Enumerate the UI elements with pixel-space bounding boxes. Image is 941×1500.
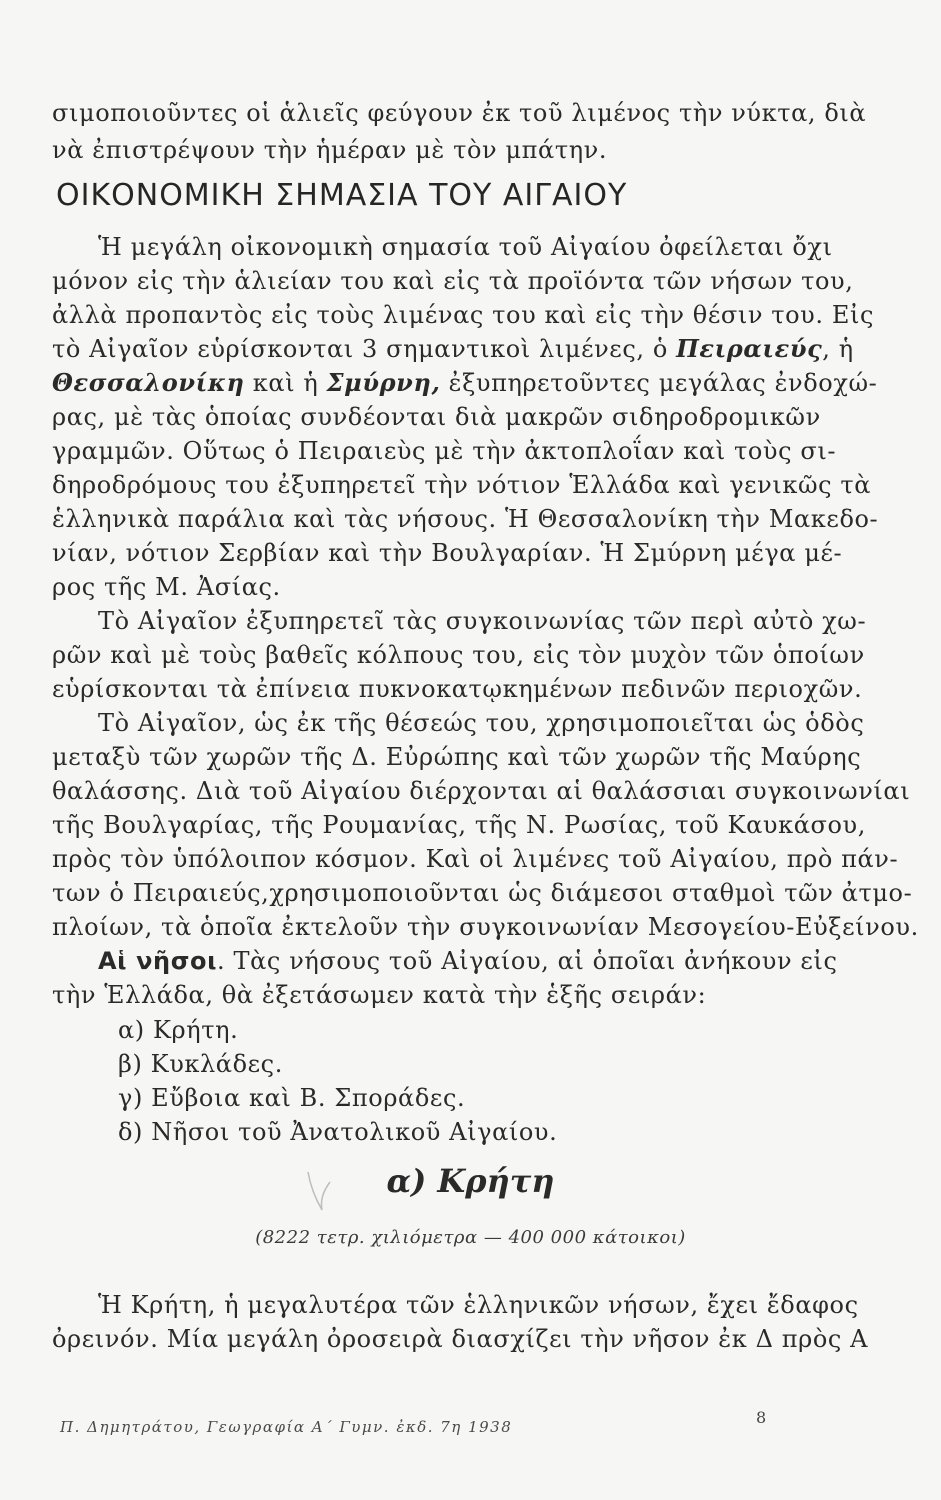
- text-line: [52, 368, 878, 398]
- text-line: των ὁ Πειραιεύς,χρησιμοποιοῦνται ὡς διάμεσοι σταθμοὶ τῶν ἀτμο-: [52, 879, 913, 907]
- text-line: εὑρίσκονται τὰ ἐπίνεια πυκνοκατῳκημένων πεδινῶν περιοχῶν.: [52, 675, 863, 703]
- text-line: μεταξὺ τῶν χωρῶν τῆς Δ. Εὐρώπης καὶ τῶν χωρῶν τῆς Μαύρης: [52, 743, 862, 771]
- text-line: μόνον εἰς τὴν ἁλιείαν του καὶ εἰς τὰ προϊόντα τῶν νήσων του,: [52, 267, 854, 295]
- text-line: δηροδρόμους του ἐξυπηρετεῖ τὴν νότιον Ἑλλάδα καὶ γενικῶς τὰ: [52, 471, 872, 499]
- emphasis-piraeus: Πειραιεύς: [676, 334, 823, 363]
- text-line: γραμμῶν. Οὕτως ὁ Πειραιεὺς μὲ τὴν ἀκτοπλοΐαν καὶ τοὺς σι-: [52, 437, 837, 465]
- text-fragment: . Τὰς νήσους τοῦ Αἰγαίου, αἱ ὁποῖαι ἀνήκουν εἰς: [217, 947, 838, 975]
- text-line: θαλάσσης. Διὰ τοῦ Αἰγαίου διέρχονται αἱ θαλάσσιαι συγκοινωνίαι: [52, 777, 911, 805]
- text-line: νὰ ἐπιστρέψουν τὴν ἡμέραν μὲ τὸν μπάτην.: [52, 136, 608, 164]
- text-line: πλοίων, τὰ ὁποῖα ἐκτελοῦν τὴν συγκοινωνίαν Μεσογείου-Εὐξείνου.: [52, 913, 919, 941]
- text-line: ὀρεινόν. Μία μεγάλη ὀροσειρὰ διασχίζει τὴν νῆσον ἐκ Δ πρὸς Α: [52, 1325, 869, 1353]
- text-line: νίαν, νότιον Σερβίαν καὶ τὴν Βουλγαρίαν. Ἡ Σμύρνη μέγα μέ-: [52, 539, 843, 567]
- text-line: ρος τῆς Μ. Ἀσίας.: [52, 573, 281, 601]
- text-fragment: , ἡ: [822, 335, 854, 363]
- section-subtitle: (8222 τετρ. χιλιόμετρα — 400 000 κάτοικοι): [255, 1227, 686, 1248]
- text-line: [98, 946, 838, 976]
- page-footer: Π. Δημητράτου, Γεωγραφία Α΄ Γυμν. ἐκδ. 7η 1938: [60, 1418, 513, 1436]
- list-item: δ) Νῆσοι τοῦ Ἀνατολικοῦ Αἰγαίου.: [118, 1118, 558, 1146]
- emphasis-smyrni: Σμύρνη,: [326, 368, 441, 397]
- text-line: ρας, μὲ τὰς ὁποίας συνδέονται διὰ μακρῶν σιδηροδρομικῶν: [52, 403, 821, 431]
- text-line: Ἡ Κρήτη, ἡ μεγαλυτέρα τῶν ἑλληνικῶν νήσων, ἔχει ἔδαφος: [98, 1291, 859, 1319]
- islands-lead: Αἱ νῆσοι: [98, 947, 218, 975]
- text-line: Ἡ μεγάλη οἰκονομικὴ σημασία τοῦ Αἰγαίου ὀφείλεται ὄχι: [98, 233, 833, 261]
- emphasis-thessaloniki: Θεσσαλονίκη: [52, 368, 245, 397]
- text-line: τὴν Ἑλλάδα, θὰ ἐξετάσωμεν κατὰ τὴν ἑξῆς σειράν:: [52, 981, 707, 1009]
- text-line: Τὸ Αἰγαῖον, ὡς ἐκ τῆς θέσεώς του, χρησιμοποιεῖται ὡς ὁδὸς: [98, 709, 865, 737]
- list-item: α) Κρήτη.: [118, 1016, 239, 1044]
- text-line: ρῶν καὶ μὲ τοὺς βαθεῖς κόλπους του, εἰς τὸν μυχὸν τῶν ὁποίων: [52, 641, 865, 669]
- text-line: σιμοποιοῦντες οἱ ἁλιεῖς φεύγουν ἐκ τοῦ λιμένος τὴν νύκτα, διὰ: [52, 99, 867, 127]
- list-item: β) Κυκλάδες.: [118, 1050, 283, 1078]
- text-line: [52, 334, 854, 364]
- text-line: ἀλλὰ προπαντὸς εἰς τοὺς λιμένας του καὶ εἰς τὴν θέσιν του. Εἰς: [52, 301, 875, 329]
- text-line: Τὸ Αἰγαῖον ἐξυπηρετεῖ τὰς συγκοινωνίας τῶν περὶ αὐτὸ χω-: [98, 607, 867, 635]
- section-heading: ΟΙΚΟΝΟΜΙΚΗ ΣΗΜΑΣΙΑ ΤΟΥ ΑΙΓΑΙΟΥ: [56, 178, 628, 213]
- text-fragment: ἐξυπηρετοῦντες μεγάλας ἐνδοχώ-: [440, 369, 878, 397]
- text-line: ἑλληνικὰ παράλια καὶ τὰς νήσους. Ἡ Θεσσαλονίκη τὴν Μακεδο-: [52, 505, 879, 533]
- text-fragment: τὸ Αἰγαῖον εὑρίσκονται 3 σημαντικοὶ λιμένες, ὁ: [52, 335, 668, 363]
- section-title: α) Κρήτη: [386, 1162, 555, 1200]
- text-line: πρὸς τὸν ὑπόλοιπον κόσμον. Καὶ οἱ λιμένες τοῦ Αἰγαίου, πρὸ πάν-: [52, 845, 899, 873]
- list-item: γ) Εὔβοια καὶ Β. Σποράδες.: [118, 1084, 466, 1112]
- text-fragment: καὶ ἡ: [244, 369, 327, 397]
- text-line: τῆς Βουλγαρίας, τῆς Ρουμανίας, τῆς Ν. Ρωσίας, τοῦ Καυκάσου,: [52, 811, 866, 839]
- page-number: 8: [756, 1408, 767, 1427]
